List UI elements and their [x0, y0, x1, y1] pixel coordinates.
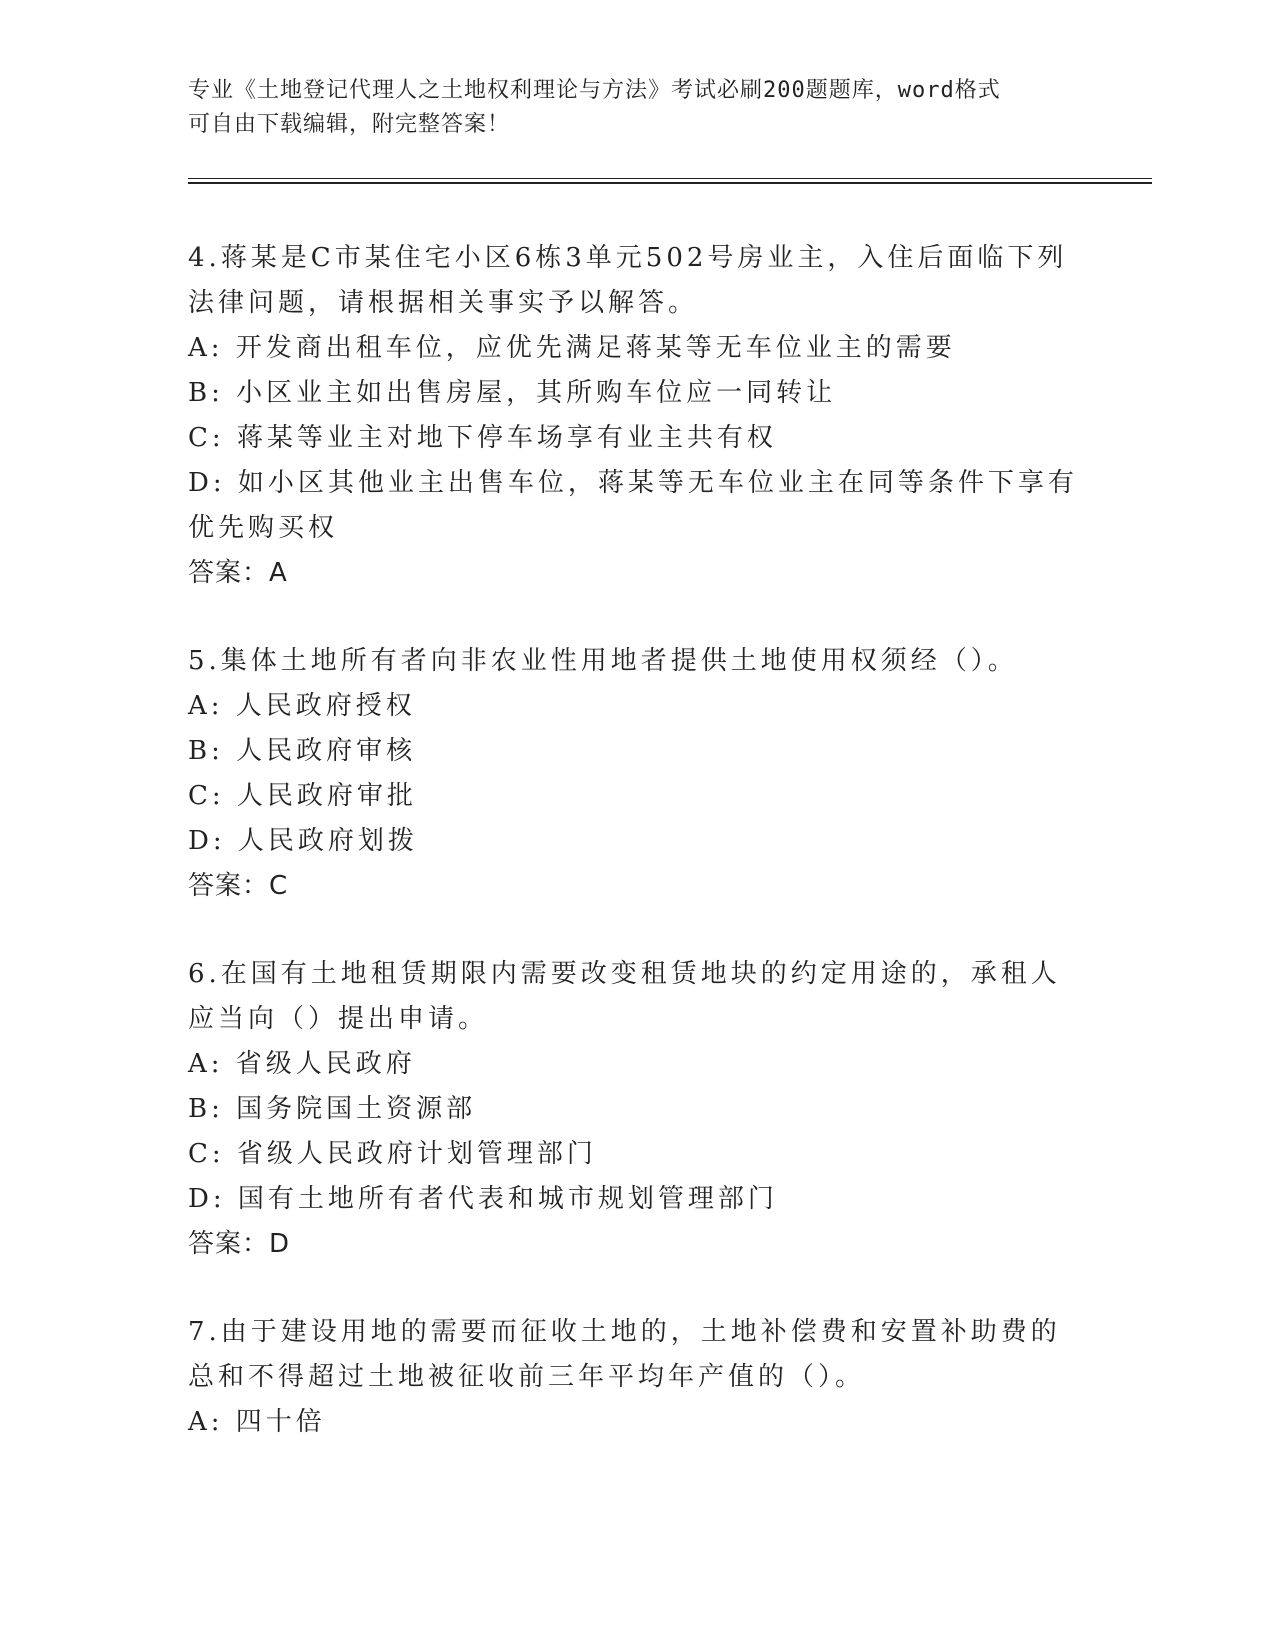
header-line-2: 可自由下载编辑，附完整答案！	[188, 112, 511, 137]
question-7	[188, 1310, 1088, 1445]
option-b: B: 人民政府审核	[188, 736, 417, 766]
option-d: D: 如小区其他业主出售车位，蒋某等无车位业主在同等条件下享有优先购买权	[188, 468, 1078, 543]
question-stem: 7.由于建设用地的需要而征收土地的，土地补偿费和安置补助费的总和不得超过土地被征收前三年平均年产值的（）。	[188, 1317, 1061, 1392]
option-d: D: 国有土地所有者代表和城市规划管理部门	[188, 1184, 778, 1214]
answer: 答案：C	[188, 871, 289, 901]
option-c: C: 人民政府审批	[188, 781, 417, 811]
option-c: C: 蒋某等业主对地下停车场享有业主共有权	[188, 423, 777, 453]
question-5	[188, 639, 1088, 909]
question-stem: 5.集体土地所有者向非农业性用地者提供土地使用权须经（）。	[188, 646, 1018, 676]
option-a: A: 四十倍	[188, 1407, 326, 1437]
option-b: B: 小区业主如出售房屋，其所购车位应一同转让	[188, 378, 837, 408]
option-a: A: 人民政府授权	[188, 691, 416, 721]
header-line-1: 专业《土地登记代理人之土地权利理论与方法》考试必刷200题题库，word格式	[188, 78, 1001, 103]
option-a: A: 省级人民政府	[188, 1049, 416, 1079]
answer: 答案：D	[188, 1229, 291, 1259]
option-b: B: 国务院国土资源部	[188, 1094, 477, 1124]
header-divider	[188, 178, 1152, 184]
option-a: A: 开发商出租车位，应优先满足蒋某等无车位业主的需要	[188, 333, 956, 363]
question-list	[188, 236, 1088, 1488]
question-4	[188, 236, 1088, 596]
document-header	[188, 74, 1088, 142]
option-c: C: 省级人民政府计划管理部门	[188, 1139, 597, 1169]
question-stem: 4.蒋某是C市某住宅小区6栋3单元502号房业主，入住后面临下列法律问题，请根据相关事实予以解答。	[188, 243, 1068, 318]
question-stem: 6.在国有土地租赁期限内需要改变租赁地块的约定用途的，承租人应当向（）提出申请。	[188, 959, 1061, 1034]
question-6	[188, 952, 1088, 1267]
answer: 答案：A	[188, 558, 288, 588]
option-d: D: 人民政府划拨	[188, 826, 418, 856]
